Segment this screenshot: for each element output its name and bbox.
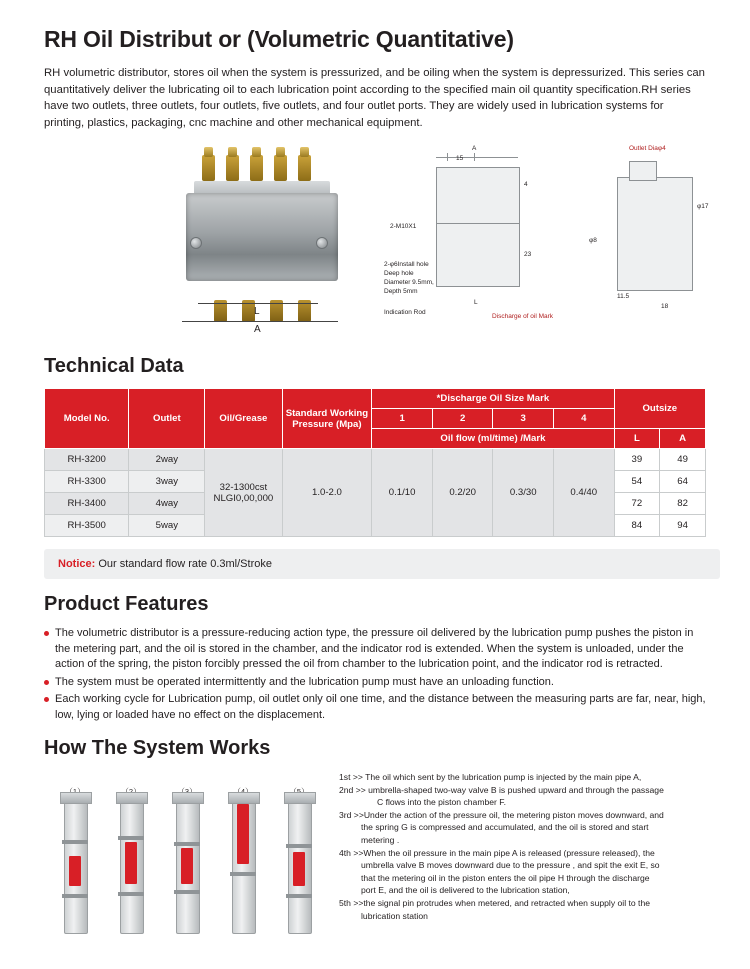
cell-A: 49	[660, 449, 706, 471]
th-A: A	[660, 429, 706, 449]
drawing-label-i: Indication Rod	[384, 309, 426, 316]
drawing-label-j: L	[474, 299, 478, 306]
dim-label-L: L	[254, 306, 260, 317]
dim-label-A: A	[254, 324, 261, 335]
drawing-label-g: Diameter 9.5mm,	[384, 279, 434, 286]
cell-A: 82	[660, 493, 706, 515]
product-images	[44, 141, 709, 341]
manifold-body	[186, 193, 338, 281]
th-model: Model No.	[45, 389, 129, 449]
cell-mark2: 0.2/20	[432, 449, 493, 537]
th-oil: Oil/Grease	[205, 389, 282, 449]
technical-drawing-front	[384, 141, 584, 336]
list-item: The volumetric distributor is a pressure-reducing action type, the pressure oil delivered by the lubrication pump pushes the piston in the metering part, and the oil is stored in the chamber, and the indicator rod is extended. When the system is unloaded, under the action of the spring, the piston forcibly pressed the oil from chamber to the lubrication point, and the indicator rod is retracted.	[44, 626, 706, 673]
document-page	[0, 26, 750, 969]
step-line: 3rd >>Under the action of the pressure oil, the metering piston moves downward, and	[339, 809, 664, 820]
table-header-row	[45, 389, 706, 409]
stage-3	[164, 786, 210, 941]
stage-diagrams	[52, 770, 327, 950]
drawing-label-b: 15	[456, 155, 464, 162]
cell-outlet: 3way	[129, 471, 205, 493]
drawing-label-l: Discharge of oil Mark	[492, 313, 554, 320]
cell-pressure: 1.0-2.0	[282, 449, 372, 537]
step-line: 2nd >> umbrella-shaped two-way valve B is pushed upward and through the passage	[339, 784, 664, 795]
technical-drawing-side	[589, 141, 750, 336]
th-L: L	[614, 429, 660, 449]
th-mark-2: 2	[432, 409, 493, 429]
th-mark-3: 3	[493, 409, 554, 429]
how-it-works-steps	[339, 772, 709, 923]
drawing-label-k: 23	[524, 251, 532, 258]
cell-model: RH-3500	[45, 515, 129, 537]
step-line: C flows into the piston chamber F.	[377, 797, 506, 808]
drawing-label-m: Outlet Diaφ4	[629, 145, 666, 152]
drawing-label-e: 2-φ6Install hole	[384, 261, 429, 268]
product-photo	[164, 145, 364, 335]
cell-outlet: 5way	[129, 515, 205, 537]
cell-model: RH-3300	[45, 471, 129, 493]
intro-paragraph: RH volumetric distributor, stores oil when the system is pressurized, and be oiling when the system is depressurized. This series can quantitatively deliver the lubricating oil to each lubrication point according to the specified main oil quantity specification.RH series have two outlets, three outlets, four outlets, five outlets, and four outlet ports. They are widely used in lubrication systems for printing, plastics, packaging, cnc machine and other mechanical equipment.	[44, 67, 705, 129]
cell-A: 94	[660, 515, 706, 537]
stage-5	[276, 786, 322, 941]
drawing-label-q: φ8	[589, 237, 597, 244]
th-discharge: *Discharge Oil Size Mark	[372, 389, 614, 409]
notice-box	[44, 549, 720, 579]
cell-model: RH-3400	[45, 493, 129, 515]
table-row	[45, 449, 706, 471]
cell-oil: 32-1300cst NLGI0,00,000	[205, 449, 282, 537]
cell-A: 64	[660, 471, 706, 493]
th-mark-1: 1	[372, 409, 433, 429]
step-line: that the metering oil in the piston enters the oil pipe H through the discharge	[361, 872, 650, 883]
step-line: port E, and the oil is delivered to the lubrication station,	[361, 885, 570, 896]
cell-outlet: 4way	[129, 493, 205, 515]
cell-mark4: 0.4/40	[553, 449, 614, 537]
content-container	[0, 26, 750, 955]
stage-2	[108, 786, 154, 941]
th-outlet: Outlet	[129, 389, 205, 449]
step-line: the spring G is compressed and accumulated, and the oil is stored and start	[361, 822, 649, 833]
th-mark-4: 4	[553, 409, 614, 429]
drawing-label-o: 11.5	[617, 293, 630, 300]
cell-L: 72	[614, 493, 660, 515]
cell-L: 39	[614, 449, 660, 471]
list-item: The system must be operated intermittently and the lubrication pump must have an unloading function.	[44, 675, 706, 691]
drawing-label-p: 18	[661, 303, 669, 310]
notice-text: Our standard flow rate 0.3ml/Stroke	[98, 558, 272, 570]
stage-4	[220, 786, 266, 941]
step-line: lubrication station	[361, 910, 428, 921]
page-title: RH Oil Distribut or (Volumetric Quantitative)	[44, 26, 514, 52]
list-item: Each working cycle for Lubrication pump, oil outlet only oil one time, and the distance between the measuring parts are far, near, high, low, lying or loaded have no effect on the displacement.	[44, 692, 706, 723]
th-flow: Oil flow (ml/time) /Mark	[372, 429, 614, 449]
stage-1	[52, 786, 98, 941]
drawing-label-c: 4	[524, 181, 528, 188]
cell-mark3: 0.3/30	[493, 449, 554, 537]
how-it-works-heading: How The System Works	[44, 737, 271, 759]
th-pressure: Standard Working Pressure (Mpa)	[282, 389, 372, 449]
cell-model: RH-3200	[45, 449, 129, 471]
step-line: 5th >>the signal pin protrudes when metered, and retracted when supply oil to the	[339, 897, 651, 908]
step-line: 4th >>When the oil pressure in the main pipe A is released (pressure released), the	[339, 847, 655, 858]
drawing-label-d: 2-M10X1	[390, 223, 417, 230]
technical-data-table	[44, 388, 706, 537]
how-it-works-section	[44, 770, 706, 955]
cell-L: 54	[614, 471, 660, 493]
drawing-label-a: A	[472, 145, 477, 152]
technical-data-heading: Technical Data	[44, 355, 184, 377]
step-line: umbrella valve B moves downward due to the pressure , and spit the exit E, so	[361, 860, 660, 871]
cell-outlet: 2way	[129, 449, 205, 471]
cell-L: 84	[614, 515, 660, 537]
drawing-label-h: Depth 5mm	[384, 288, 418, 295]
drawing-label-f: Deep hole	[384, 270, 414, 277]
cell-mark1: 0.1/10	[372, 449, 433, 537]
drawing-label-n: φ17	[697, 203, 709, 210]
th-outsize: Outsize	[614, 389, 705, 429]
step-line: 1st >> The oil which sent by the lubrication pump is injected by the main pipe A,	[339, 772, 642, 782]
product-features-list	[44, 626, 706, 723]
product-features-heading: Product Features	[44, 593, 209, 615]
step-line: metering .	[361, 834, 400, 845]
notice-label: Notice:	[58, 558, 96, 570]
